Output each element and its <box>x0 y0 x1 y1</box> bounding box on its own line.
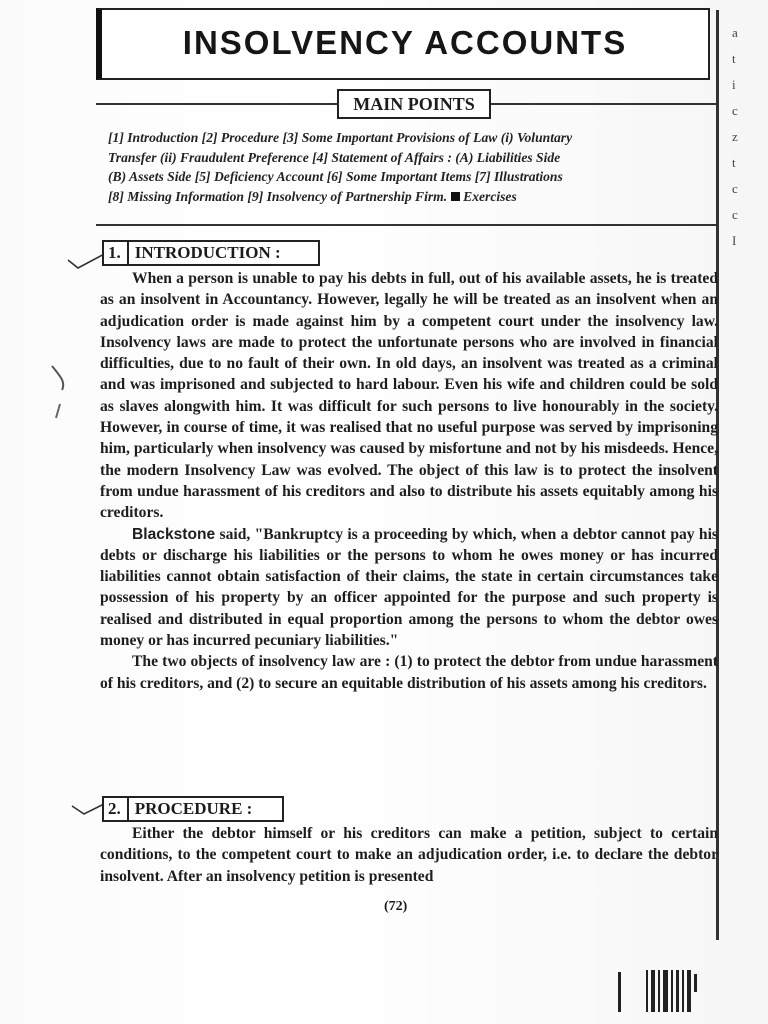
page-number: (72) <box>384 899 408 914</box>
introduction-text <box>100 268 718 694</box>
main-points-last-line <box>108 187 708 207</box>
main-points-label: MAIN POINTS <box>337 89 491 119</box>
main-points-rule-right <box>491 103 716 105</box>
section-heading-introduction <box>102 240 320 266</box>
blackstone-quote-paragraph <box>100 524 718 652</box>
section-title: PROCEDURE : <box>134 799 253 818</box>
objects-paragraph: The two objects of insolvency law are : (1) to protect the debtor from undue harassment of his creditors, and (2) to secure an equitable distribution of his assets among his creditors. <box>100 653 718 692</box>
main-points-line: Transfer (ii) Fraudulent Preference [4] Statement of Affairs : (A) Liabilities Side <box>108 149 561 165</box>
section-number: 1. <box>108 242 129 264</box>
quote-author: Blackstone <box>132 525 216 543</box>
square-bullet-icon <box>451 192 460 201</box>
paragraph: When a person is unable to pay his debts in full, out of his available assets, he is treated as an insolvent in Accountancy. However, legally he will be treated as an insolvent when an adjudication order is made against him by a competent court under the insolvency law. Insolvency laws are made to protect the unfortunate persons who are involved in financial difficulties, due to no fault of their own. In old days, an insolvent was treated as a criminal and was imprisoned and subjected to hard labour. Even his wife and children could be sold as slaves alongwith him. It was difficult for such persons to live honourably in the society. However, in course of time, it was realised that no useful purpose was served by imprisoning him, particularly when insolvency was caused by misfortune and not by his misdeeds. Hence, the modern Insolvency Law was evolved. The object of this law is to protect the insolvent from undue harassment of his creditors and also to distribute his assets equitably among his creditors. <box>100 270 718 522</box>
edge-mark: t <box>732 155 736 170</box>
section-number: 2. <box>108 798 129 820</box>
section-heading-procedure <box>102 796 284 822</box>
adjacent-page-edge-text <box>732 20 752 254</box>
edge-mark: c <box>732 207 738 222</box>
quote-text: said, "Bankruptcy is a proceeding by which, when a debtor cannot pay his debts or discharge his liabilities or the persons to whom he owes money or has incurred liabilities cannot obtain satisfaction of their claims, the state in certain circumstances take possession of his property by an officer appointed for the purpose and such property is realised and distributed in equal proportion among the persons to whom the debtor owes money or has incurred pecuniary liabilities." <box>100 525 718 650</box>
main-points-list <box>108 128 708 206</box>
main-points-line: [8] Missing Information [9] Insolvency of Partnership Firm. <box>108 188 448 204</box>
edge-mark: I <box>732 233 737 248</box>
edge-mark: c <box>732 181 738 196</box>
title-box <box>96 8 710 80</box>
main-points-rule-left <box>96 103 337 105</box>
procedure-text <box>100 823 718 887</box>
edge-mark: i <box>732 77 736 92</box>
barcode-image <box>612 966 708 1016</box>
section-title: INTRODUCTION : <box>134 243 281 262</box>
exercises-item: Exercises <box>463 188 517 204</box>
edge-mark: t <box>732 51 736 66</box>
chapter-title: INSOLVENCY ACCOUNTS <box>182 24 628 61</box>
edge-mark: c <box>732 103 738 118</box>
main-points-line: (B) Assets Side [5] Deficiency Account [6] Some Important Items [7] Illustrations <box>108 169 563 184</box>
edge-mark: a <box>732 25 738 40</box>
paragraph: Either the debtor himself or his creditors can make a petition, subject to certain conditions, to the competent court to make an adjudication order, i.e. to declare the debtor insolvent. After an insolvency petition is presented <box>100 825 718 885</box>
main-points-line: [1] Introduction [2] Procedure [3] Some Important Provisions of Law (i) Voluntary <box>108 130 573 145</box>
pencil-mark <box>48 364 72 424</box>
edge-mark: z <box>732 129 738 144</box>
main-points-bottom-rule <box>96 224 716 226</box>
